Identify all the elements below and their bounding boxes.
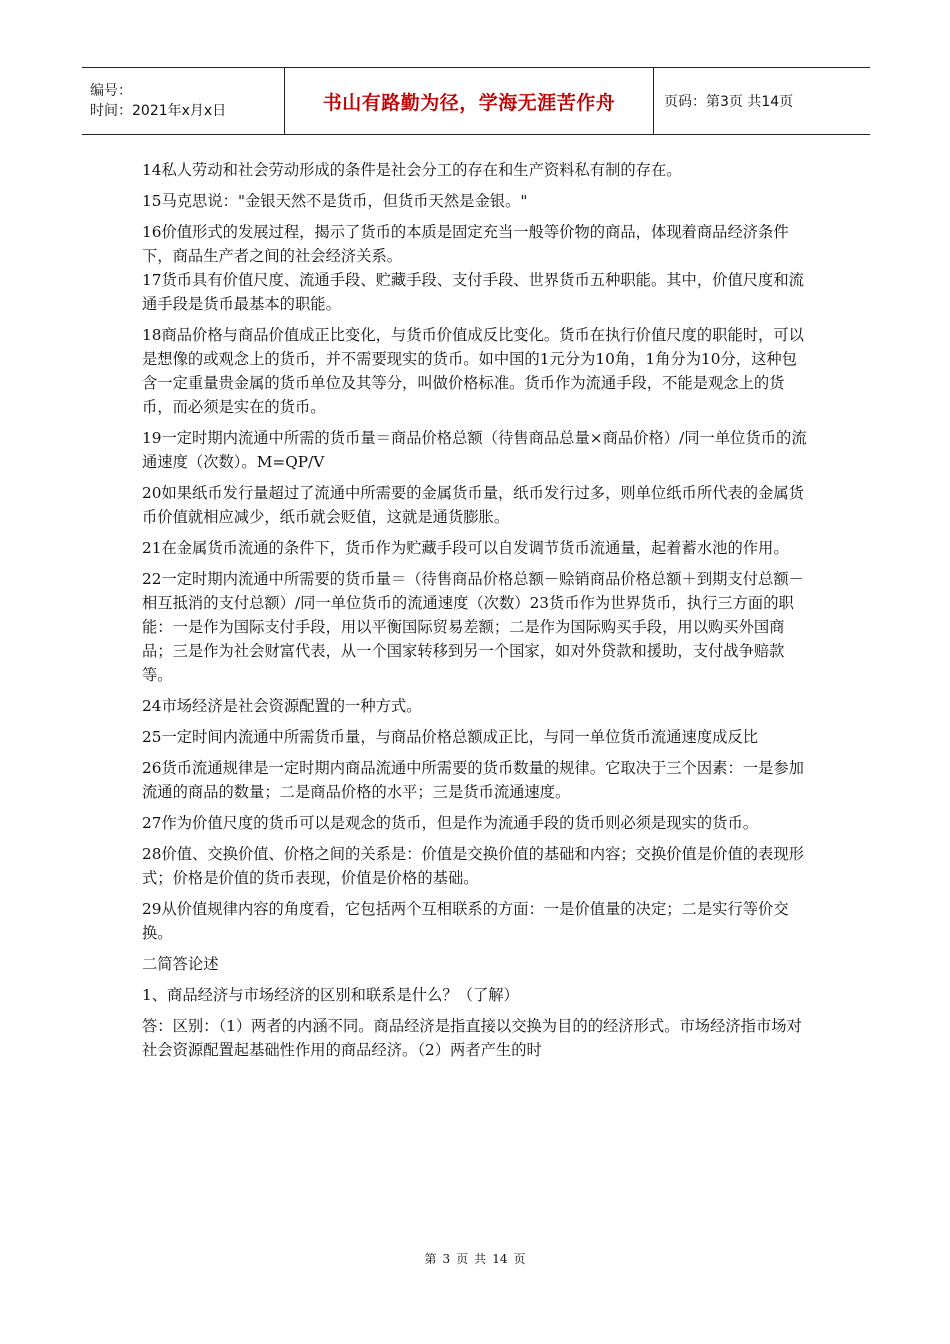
paragraph-19: 19一定时期内流通中所需的货币量＝商品价格总额（待售商品总量×商品价格）/同一单位货币的流通速度（次数）。M=QP/V xyxy=(142,429,807,471)
header-left-cell xyxy=(82,68,284,134)
paragraph-28: 28价值、交换价值、价格之间的关系是：价值是交换价值的基础和内容；交换价值是价值的表现形式；价格是价值的货币表现，价值是价格的基础。 xyxy=(142,845,804,887)
header-page-info: 页码：第3页 共14页 xyxy=(664,94,794,110)
footer-page-unit: 页 xyxy=(456,1252,469,1266)
paragraph-22-23: 22一定时期内流通中所需要的货币量＝（待售商品价格总额－赊销商品价格总额＋到期支付总额－相互抵消的支付总额）/同一单位货币的流通速度（次数）23货币作为世界货币，执行三方面的职能：一是作为国际支付手段，用以平衡国际贸易差额；二是作为国际购买手段，用以购买外国商品；三是作为社会财富代表，从一个国家转移到另一个国家，如对外贷款和援助，支付战争赔款等。 xyxy=(142,570,804,684)
footer-page-word: 第 xyxy=(424,1252,437,1266)
paragraph-15: 15马克思说："金银天然不是货币，但货币天然是金银。" xyxy=(142,192,528,210)
header-motto: 书山有路勤为径，学海无涯苦作舟 xyxy=(284,68,654,134)
document-number-label: 编号： xyxy=(90,83,132,99)
page-footer xyxy=(0,1250,950,1267)
footer-page-number: 3 xyxy=(442,1252,451,1266)
footer-total-number: 14 xyxy=(492,1252,508,1266)
paragraph-25: 25一定时间内流通中所需货币量，与商品价格总额成正比，与同一单位货币流通速度成反比 xyxy=(142,728,759,746)
paragraph-24: 24市场经济是社会资源配置的一种方式。 xyxy=(142,697,422,715)
footer-total-word: 共 xyxy=(474,1252,487,1266)
footer-total-unit: 页 xyxy=(513,1252,526,1266)
paragraph-18: 18商品价格与商品价值成正比变化，与货币价值成反比变化。货币在执行价值尺度的职能时，可以是想像的或观念上的货币，并不需要现实的货币。如中国的1元分为10角，1角分为10分，这种包含一定重量贵金属的货币单位及其等分，叫做价格标准。货币作为流通手段，不能是观念上的货币，而必须是实在的货币。 xyxy=(142,326,804,416)
document-body xyxy=(142,158,812,1069)
section-heading: 二简答论述 xyxy=(142,955,219,973)
paragraph-16-17: 16价值形式的发展过程，揭示了货币的本质是固定充当一般等价物的商品，体现着商品经济条件下，商品生产者之间的社会经济关系。 17货币具有价值尺度、流通手段、贮藏手段、支付手段、世界货币五种职能。其中，价值尺度和流通手段是货币最基本的职能。 xyxy=(142,223,804,313)
document-time-label: 时间：2021年x月x日 xyxy=(90,103,227,119)
paragraph-21: 21在金属货币流通的条件下，货币作为贮藏手段可以自发调节货币流通量，起着蓄水池的作用。 xyxy=(142,539,789,557)
paragraph-20: 20如果纸币发行量超过了流通中所需要的金属货币量，纸币发行过多，则单位纸币所代表的金属货币价值就相应减少，纸币就会贬值，这就是通货膨胀。 xyxy=(142,484,804,526)
page-header xyxy=(82,67,870,135)
answer-1: 答：区别：（1）两者的内涵不同。商品经济是指直接以交换为目的的经济形式。市场经济指市场对社会资源配置起基础性作用的商品经济。（2）两者产生的时 xyxy=(142,1017,802,1059)
paragraph-29: 29从价值规律内容的角度看，它包括两个互相联系的方面：一是价值量的决定；二是实行等价交换。 xyxy=(142,900,789,942)
paragraph-27: 27作为价值尺度的货币可以是观念的货币，但是作为流通手段的货币则必须是现实的货币。 xyxy=(142,814,759,832)
question-1: 1、商品经济与市场经济的区别和联系是什么？（了解） xyxy=(142,986,519,1004)
paragraph-14: 14私人劳动和社会劳动形成的条件是社会分工的存在和生产资料私有制的存在。 xyxy=(142,161,682,179)
paragraph-26: 26货币流通规律是一定时期内商品流通中所需要的货币数量的规律。它取决于三个因素：一是参加流通的商品的数量；二是商品价格的水平；三是货币流通速度。 xyxy=(142,759,804,801)
